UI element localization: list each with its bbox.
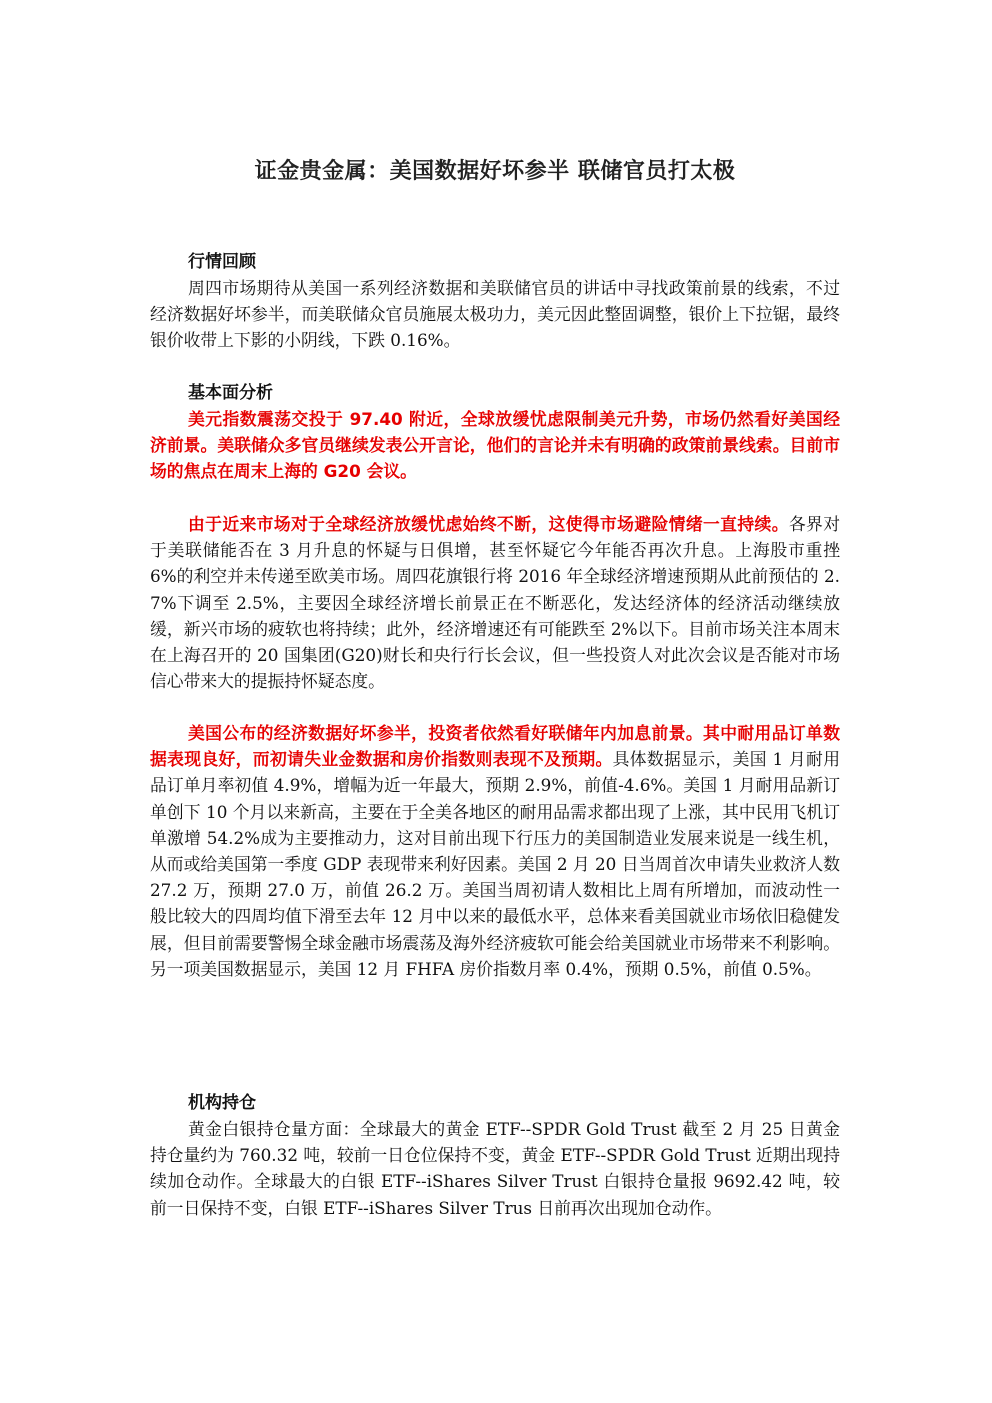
section-heading-positions: 机构持仓	[188, 1093, 256, 1113]
document-title: 证金贵金属：美国数据好坏参半 联储官员打太极	[254, 159, 736, 184]
section-heading-review: 行情回顾	[188, 252, 256, 272]
fundamental-paragraph-3-highlight: 美国公布的经济数据好坏参半，投资者依然看好联储年内加息前景。其中耐用品订单数据表现良好，而初请失业金数据和房价指数则表现不及预期。	[150, 723, 840, 770]
section-heading-fundamental: 基本面分析	[188, 383, 273, 403]
fundamental-paragraph-2	[150, 511, 840, 694]
fundamental-paragraph-1: 美元指数震荡交投于 97.40 附近，全球放缓忧虑限制美元升势，市场仍然看好美国经济前景。美联储众多官员继续发表公开言论，他们的言论并未有明确的政策前景线索。目前市场的焦点在周末上海的 G20 会议。	[150, 409, 840, 482]
fundamental-paragraph-3-body: 具体数据显示，美国 1 月耐用品订单月率初值 4.9%，增幅为近一年最大，预期 2.9%，前值-4.6%。美国 1 月耐用品新订单创下 10 个月以来新高，主要在于全美各地区的耐用品需求都出现了上涨，其中民用飞机订单激增 54.2%成为主要推动力，这对目前出现下行压力的美国制造业发展来说是一线生机，从而或给美国第一季度 GDP 表现带来利好因素。美国 2 月 20 日当周首次申请失业救济人数 27.2 万，预期 27.0 万，前值 26.2 万。美国当周初请人数相比上周有所增加，而波动性一般比较大的四周均值下滑至去年 12 月中以来的最低水平，总体来看美国就业市场依旧稳健发展，但目前需要警惕全球金融市场震荡及海外经济疲软可能会给美国就业市场带来不利影响。另一项美国数据显示，美国 12 月 FHFA 房价指数月率 0.4%，预期 0.5%，前值 0.5%。	[150, 749, 840, 979]
positions-paragraph: 黄金白银持仓量方面：全球最大的黄金 ETF--SPDR Gold Trust 截至 2 月 25 日黄金持仓量约为 760.32 吨，较前一日仓位保持不变，黄金 ETF--SPDR Gold Trust 近期出现持续加仓动作。全球最大的白银 ETF--iShares Silver Trust 白银持仓量报 9692.42 吨，较前一日保持不变，白银 ETF--iShares Silver Trus 日前再次出现加仓动作。	[150, 1119, 840, 1218]
fundamental-paragraph-2-body: 各界对于美联储能否在 3 月升息的怀疑与日俱增，甚至怀疑它今年能否再次升息。上海股市重挫 6%的利空并未传递至欧美市场。周四花旗银行将 2016 年全球经济增速预期从此前预估的 2.7%下调至 2.5%，主要因全球经济增长前景正在不断恶化，发达经济体的经济活动继续放缓，新兴市场的疲软也将持续；此外，经济增速还有可能跌至 2%以下。目前市场关注本周末在上海召开的 20 国集团(G20)财长和央行行长会议，但一些投资人对此次会议是否能对市场信心带来大的提振持怀疑态度。	[150, 514, 840, 692]
review-paragraph: 周四市场期待从美国一系列经济数据和美联储官员的讲话中寻找政策前景的线索，不过经济数据好坏参半，而美联储众官员施展太极功力，美元因此整固调整，银价上下拉锯，最终银价收带上下影的小阴线，下跌 0.16%。	[150, 278, 840, 351]
fundamental-paragraph-2-highlight: 由于近来市场对于全球经济放缓忧虑始终不断，这使得市场避险情绪一直持续。	[188, 514, 789, 534]
fundamental-paragraph-3	[150, 720, 840, 982]
